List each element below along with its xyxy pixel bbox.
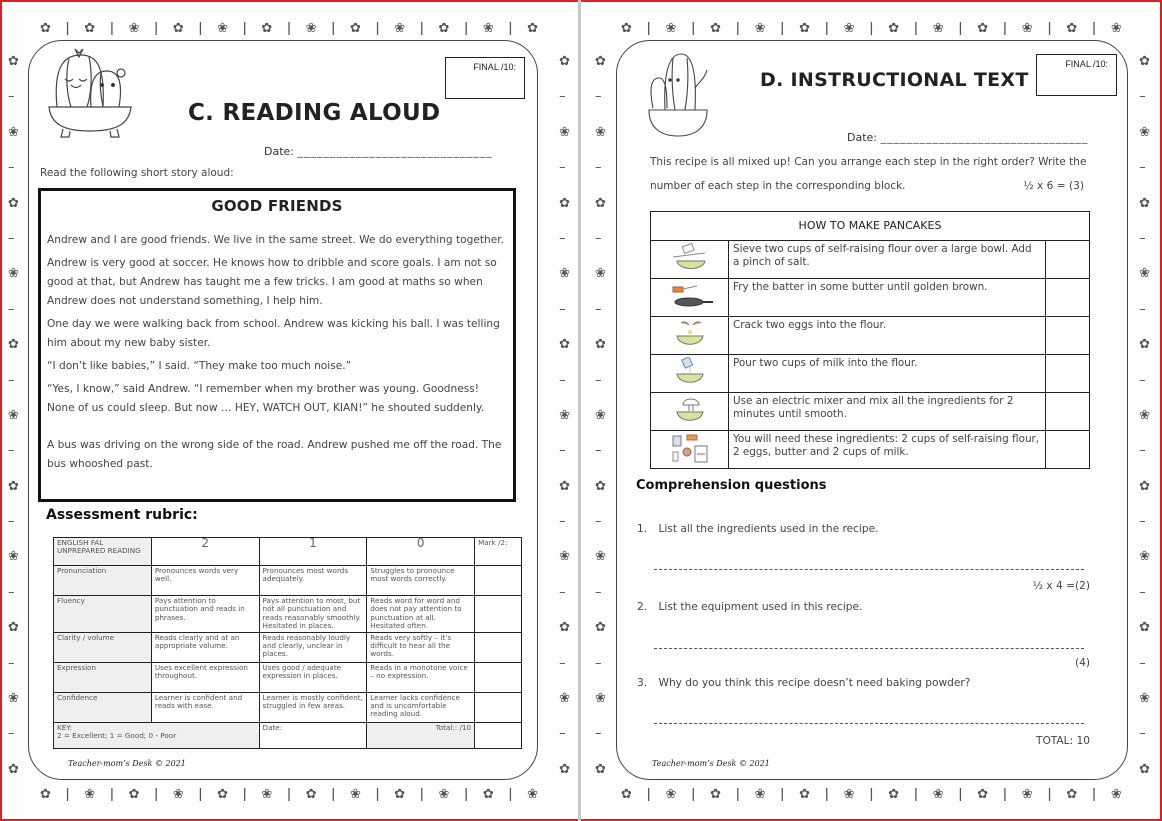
rubric-date-cell[interactable]: Date: — [259, 722, 367, 748]
comprehension-heading: Comprehension questions — [636, 478, 827, 493]
rubric-criterion: Fluency — [54, 596, 152, 633]
question-marks: (4) — [1074, 657, 1090, 669]
date-blank: ________________________________ — [880, 131, 1089, 144]
step-order-input[interactable] — [1046, 279, 1090, 317]
step-order-input[interactable] — [1046, 431, 1090, 469]
rubric-criterion: Confidence — [54, 692, 152, 722]
rubric-header-cell: 0 — [367, 538, 475, 566]
final-score-box[interactable] — [445, 57, 525, 99]
total-marks: TOTAL: 10 — [1035, 735, 1090, 747]
rubric-cell: Uses good / adequate expression in places. — [259, 662, 367, 692]
recipe-step-text: Use an electric mixer and mix all the ingredients for 2 minutes until smooth. — [729, 393, 1046, 431]
question-text: Why do you think this recipe doesn’t need baking powder? — [658, 677, 971, 689]
story-paragraph: One day we were walking back from school. Andrew was kicking his ball. I was telling him about my new baby sister. — [47, 318, 500, 349]
final-score-label: FINAL /10: — [473, 62, 516, 72]
rubric-row — [54, 632, 522, 662]
recipe-step-row — [651, 355, 1090, 393]
date-label: Date: — [847, 131, 877, 144]
rubric-cell: Struggles to pronounce most words correctly. — [367, 566, 475, 596]
recipe-step-row — [651, 241, 1090, 279]
assessment-rubric-table — [53, 537, 522, 749]
recipe-step-row — [651, 279, 1090, 317]
electric-mixer-bowl-icon — [651, 393, 729, 431]
rubric-cell: Learner is confident and reads with ease. — [151, 692, 259, 722]
story-instruction: Read the following short story aloud: — [40, 167, 234, 179]
step-order-input[interactable] — [1046, 393, 1090, 431]
recipe-step-row — [651, 317, 1090, 355]
rubric-row — [54, 596, 522, 633]
rubric-mark-cell[interactable] — [475, 566, 522, 596]
rubric-cell: Reads word for word and does not pay attention to punctuation at all. Hesitated often. — [367, 596, 475, 633]
cactus-pot-icon — [45, 45, 135, 140]
answer-line-1[interactable] — [654, 569, 1084, 570]
story-box — [38, 188, 516, 502]
flower-border-top: ✿ ǀ ❀ ǀ ✿ ǀ ❀ ǀ ✿ ǀ ❀ ǀ ✿ ǀ ❀ ǀ ✿ ǀ ❀ ǀ ✿ ǀ ❀ — [621, 21, 1122, 36]
question-3 — [637, 677, 970, 689]
flower-border-right: ✿ – ❀ – ✿ – ❀ – ✿ – ❀ – ✿ – ❀ – ✿ – ❀ – ✿ — [559, 54, 570, 777]
worksheet-page-reading-aloud — [0, 0, 578, 821]
rubric-cell: Pronounces words very well. — [151, 566, 259, 596]
rubric-mark-cell[interactable] — [475, 662, 522, 692]
recipe-step-text: Sieve two cups of self-raising flour over a large bowl. Add a pinch of salt. — [729, 241, 1046, 279]
rubric-cell: Pays attention to punctuation and reads in phrases. — [151, 596, 259, 633]
flower-border-right: ✿ – ❀ – ✿ – ❀ – ✿ – ❀ – ✿ – ❀ – ✿ – ❀ – ✿ — [1139, 54, 1150, 777]
flower-border-left: ✿ – ❀ – ✿ – ❀ – ✿ – ❀ – ✿ – ❀ – ✿ – ❀ – ✿ — [595, 54, 606, 777]
rubric-cell: Pronounces most words adequately. — [259, 566, 367, 596]
step-order-input[interactable] — [1046, 241, 1090, 279]
recipe-step-text: Crack two eggs into the flour. — [729, 317, 1046, 355]
ingredients-icon — [651, 431, 729, 469]
rubric-key-cell — [54, 722, 260, 748]
footer-copyright: Teacher-mom’s Desk © 2021 — [652, 759, 770, 768]
question-text: List all the ingredients used in the recipe. — [658, 523, 879, 535]
page-title: C. READING ALOUD — [188, 100, 441, 126]
rubric-cell: Pays attention to most, but not all punctuation and reads reasonably smoothly. Hesitated in places. — [259, 596, 367, 633]
rubric-total-cell: Total:: /10 — [367, 722, 475, 748]
rubric-criterion: Expression — [54, 662, 152, 692]
flower-border-top: ✿ ǀ ✿ ǀ ❀ ǀ ✿ ǀ ❀ ǀ ✿ ǀ ❀ ǀ ✿ ǀ ❀ ǀ ✿ ǀ ❀ ǀ ✿ — [40, 21, 538, 36]
rubric-cell: Uses excellent expression throughout. — [151, 662, 259, 692]
flower-border-bottom: ✿ ǀ ❀ ǀ ✿ ǀ ❀ ǀ ✿ ǀ ❀ ǀ ✿ ǀ ❀ ǀ ✿ ǀ ❀ ǀ ✿ ǀ ❀ — [40, 787, 538, 802]
rubric-header-row — [54, 538, 522, 566]
rubric-cell: Reads very softly – it’s difficult to hear all the words. — [367, 632, 475, 662]
recipe-step-text: Pour two cups of milk into the flour. — [729, 355, 1046, 393]
question-number: 1. — [637, 523, 648, 535]
question-text: List the equipment used in this recipe. — [658, 601, 863, 613]
story-paragraph: “I don’t like babies,” I said. “They make too much noise.” — [47, 360, 352, 372]
recipe-step-row — [651, 393, 1090, 431]
rubric-header-cell: 1 — [259, 538, 367, 566]
flower-border-left: ✿ – ❀ – ✿ – ❀ – ✿ – ❀ – ✿ – ❀ – ✿ – ❀ – ✿ — [8, 54, 19, 777]
recipe-marks: ½ x 6 = (3) — [1023, 180, 1084, 192]
question-number: 2. — [637, 601, 648, 613]
recipe-step-text: You will need these ingredients: 2 cups of self-raising flour, 2 eggs, butter and 2 cups of milk. — [729, 431, 1046, 469]
rubric-header-cell: 2 — [151, 538, 259, 566]
rubric-key-text: 2 = Excellent; 1 = Good; 0 - Poor — [57, 731, 177, 741]
recipe-step-text: Fry the batter in some butter until golden brown. — [729, 279, 1046, 317]
rubric-criterion: Pronunciation — [54, 566, 152, 596]
rubric-cell: Learner is mostly confident, struggled in few areas. — [259, 692, 367, 722]
final-score-label: FINAL /10: — [1065, 59, 1108, 69]
recipe-step-row — [651, 431, 1090, 469]
rubric-mark-cell[interactable] — [475, 596, 522, 633]
question-1 — [637, 523, 878, 535]
answer-line-2[interactable] — [654, 648, 1084, 649]
rubric-footer-row — [54, 722, 522, 748]
recipe-instruction-line1: This recipe is all mixed up! Can you arrange each step in the right order? Write the — [650, 156, 1087, 168]
footer-copyright: Teacher-mom’s Desk © 2021 — [68, 759, 186, 768]
step-order-input[interactable] — [1046, 355, 1090, 393]
question-marks: ½ x 4 =(2) — [1032, 580, 1090, 592]
rubric-header-cell: Mark /2: — [475, 538, 522, 566]
story-paragraph: Andrew and I are good friends. We live in the same street. We do everything together. — [47, 234, 505, 246]
rubric-cell: Learner lacks confidence and is uncomfortable reading aloud. — [367, 692, 475, 722]
flower-border-bottom: ✿ ǀ ❀ ǀ ✿ ǀ ❀ ǀ ✿ ǀ ❀ ǀ ✿ ǀ ❀ ǀ ✿ ǀ ❀ ǀ ✿ ǀ ❀ — [621, 787, 1122, 802]
sieve-flour-bowl-icon — [651, 241, 729, 279]
cactus-pot-icon — [643, 48, 713, 140]
rubric-cell: Reads reasonably loudly and clearly, unclear in places. — [259, 632, 367, 662]
rubric-criterion: Clarity / volume — [54, 632, 152, 662]
date-field[interactable] — [847, 131, 1089, 144]
rubric-heading: Assessment rubric: — [46, 507, 198, 523]
date-field[interactable] — [264, 145, 493, 158]
answer-line-3[interactable] — [654, 723, 1084, 724]
rubric-key-label: KEY: — [57, 722, 73, 732]
frying-pan-icon — [651, 279, 729, 317]
recipe-title: HOW TO MAKE PANCAKES — [651, 212, 1090, 241]
rubric-row — [54, 692, 522, 722]
story-paragraph: Andrew is very good at soccer. He knows how to dribble and score goals. I am not so good at that, but Andrew has taught me a few tricks. I am good at maths so when Andrew does not understand something, I help him. — [47, 257, 497, 307]
story-title: GOOD FRIENDS — [211, 197, 343, 215]
final-score-box[interactable] — [1036, 54, 1117, 96]
question-2 — [637, 601, 862, 613]
pour-milk-bowl-icon — [651, 355, 729, 393]
rubric-row — [54, 566, 522, 596]
date-blank: ______________________________ — [297, 145, 493, 158]
recipe-instruction-line2: number of each step in the corresponding block. — [650, 180, 906, 192]
rubric-mark-cell[interactable] — [475, 692, 522, 722]
story-paragraph: A bus was driving on the wrong side of the road. Andrew pushed me off the road. The bus whooshed past. — [47, 439, 502, 470]
rubric-header-cell: ENGLISH FAL UNPREPARED READING — [54, 538, 152, 566]
date-label: Date: — [264, 145, 294, 158]
rubric-mark-cell[interactable] — [475, 632, 522, 662]
rubric-cell: Reads in a monotone voice – no expression. — [367, 662, 475, 692]
question-number: 3. — [637, 677, 648, 689]
rubric-row — [54, 662, 522, 692]
pancake-recipe-table — [650, 211, 1090, 469]
step-order-input[interactable] — [1046, 317, 1090, 355]
story-paragraph: “Yes, I know,” said Andrew. “I remember when my brother was young. Goodness! None of us could sleep. But now … HEY, WATCH OUT, KIAN!” he shouted suddenly. — [47, 383, 485, 414]
crack-eggs-bowl-icon — [651, 317, 729, 355]
rubric-cell: Reads clearly and at an appropriate volume. — [151, 632, 259, 662]
rubric-total-mark-cell[interactable] — [475, 722, 522, 748]
page-title: D. INSTRUCTIONAL TEXT — [760, 69, 1029, 91]
